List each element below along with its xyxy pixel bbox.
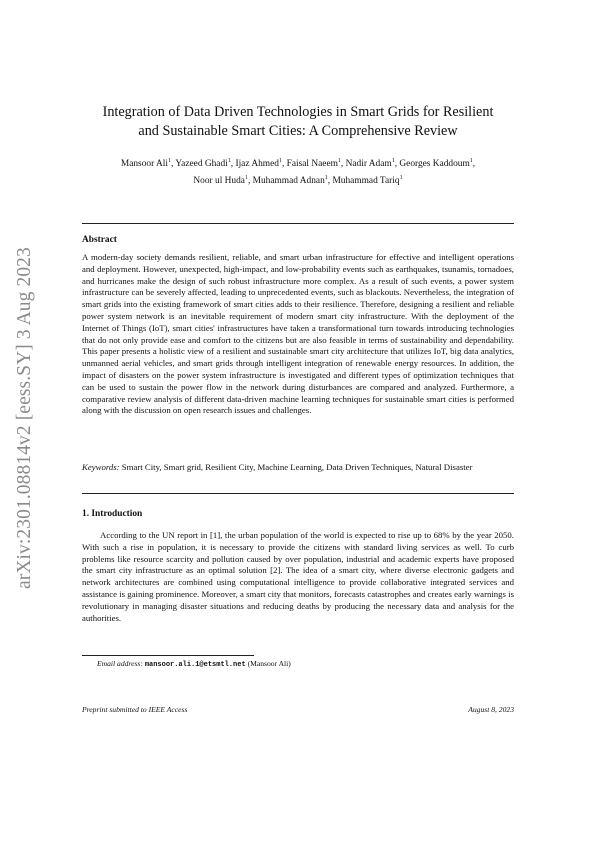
author-name: Muhammad Tariq [332,175,400,186]
introduction-heading: 1. Introduction [82,509,143,519]
footnote-label: Email address: [97,659,143,668]
arxiv-identifier: arXiv:2301.08814v2 [eess.SY] 3 Aug 2023 [14,247,35,589]
author-name: Muhammad Adnan [252,175,325,186]
author-affiliation: 1 [168,158,171,164]
authors-line-1: Mansoor Ali$^1$, Yazeed Ghadi$^1$, Ijaz Ahmed$^1$, Faisal Naeem$^1$, Nadir Adam$^1$, Georges Kaddoum$^1$, [120,158,476,170]
author-affiliation: 1 [391,158,395,164]
footnote-rule [82,655,254,656]
author-affiliation: 1 [337,158,341,164]
abstract-text: A modern-day society demands resilient, reliable, and smart urban infrastructure for effective and intelligent operations and deployment. However, unexpected, high-impact, and low-probability events such as earthquakes, tsunamis, tornadoes, and hurricanes make the design of such robust infrastructure more complex. As a result of such events, a power system infrastructure can be severely affected, leading to unprecedented events, such as blackouts. Nevertheless, the integration of smart grids into the existing framework of smart cities adds to their resilience. Therefore, designing a resilient and reliable power system network is an inevitable requirement of modern smart city infrastructure. With the deployment of the Internet of Things (IoT), smart cities' infrastructures have taken a transformational turn towards introducing technologies that do not only provide ease and comfort to the citizens but are also feasible in terms of sustainability and dependability. This paper presents a holistic view of a resilient and sustainable smart city architecture that utilizes IoT, big data analytics, unmanned aerial vehicles, and smart grids through intelligent integration of renewable energy resources. In addition, the impact of disasters on the power system infrastructure is investigated and different types of optimization techniques that can be used to sustain the power flow in the network during disturbances are compared and analyzed. Furthermore, a comparative review analysis of different data-driven machine learning techniques for sustainable smart cities is performed along with the discussion on open research issues and challenges. [82,252,514,416]
author-affiliation: 1 [469,158,473,164]
author-affiliation: 1 [324,174,328,181]
author-affiliation: 1 [399,174,403,181]
author-affiliation: 1 [278,158,282,164]
author-affiliation: 1 [244,174,248,181]
footer-date: August 8, 2023 [468,705,514,714]
author-name: Ijaz Ahmed [235,159,279,170]
keywords-label: Keywords: [82,462,120,472]
footnote-author: (Mansoor Ali) [247,659,291,668]
author-name: Noor ul Huda [193,175,245,186]
footnote [97,659,291,669]
author-list [82,155,514,188]
title-line-2: and Sustainable Smart Cities: A Comprehensive Review [138,123,458,139]
abstract-heading: Abstract [82,235,117,245]
authors-line-2: Noor ul Huda$^1$, Muhammad Adnan$^1$, Muhammad Tariq$^1$ [193,174,403,186]
title-line-1: Integration of Data Driven Technologies in Smart Grids for Resilient [102,104,494,120]
author-name: Yazeed Ghadi [175,159,228,170]
author-name: Mansoor Ali [120,159,168,170]
introduction-text: According to the UN report in [1], the urban population of the world is expected to rise up to 68% by the year 2050. With such a rise in population, it is necessary to provide the citizens with standard living services as well. To curb problems like resource scarcity and pollution caused by over population, industrial and academic experts have proposed the smart city infrastructure as an optimal solution [2]. The idea of a smart city, where diverse electronic gadgets and network architectures are combined using computational intelligence to provide collaborative integrated services and assistance is gaining prominence. Moreover, a smart city that monitors, forecasts catastrophes and creates early warnings is revolutionary in managing disaster situations and reducing deaths by producing the necessary data and analysis for the authorities. [82,530,514,623]
keywords [82,462,514,474]
author-name: Nadir Adam [345,159,392,170]
keywords-text: Smart City, Smart grid, Resilient City, Machine Learning, Data Driven Techniques, Natural Disaster [121,462,473,472]
paper-title [82,103,514,141]
abstract-bottom-rule [82,493,514,494]
footer-preprint: Preprint submitted to IEEE Access [82,705,188,714]
abstract-top-rule [82,223,514,224]
author-name: Faisal Naeem [286,159,338,170]
author-affiliation: 1 [227,158,231,164]
author-name: Georges Kaddoum [399,159,470,170]
footnote-email[interactable]: mansoor.ali.1@etsmtl.net [144,661,246,669]
